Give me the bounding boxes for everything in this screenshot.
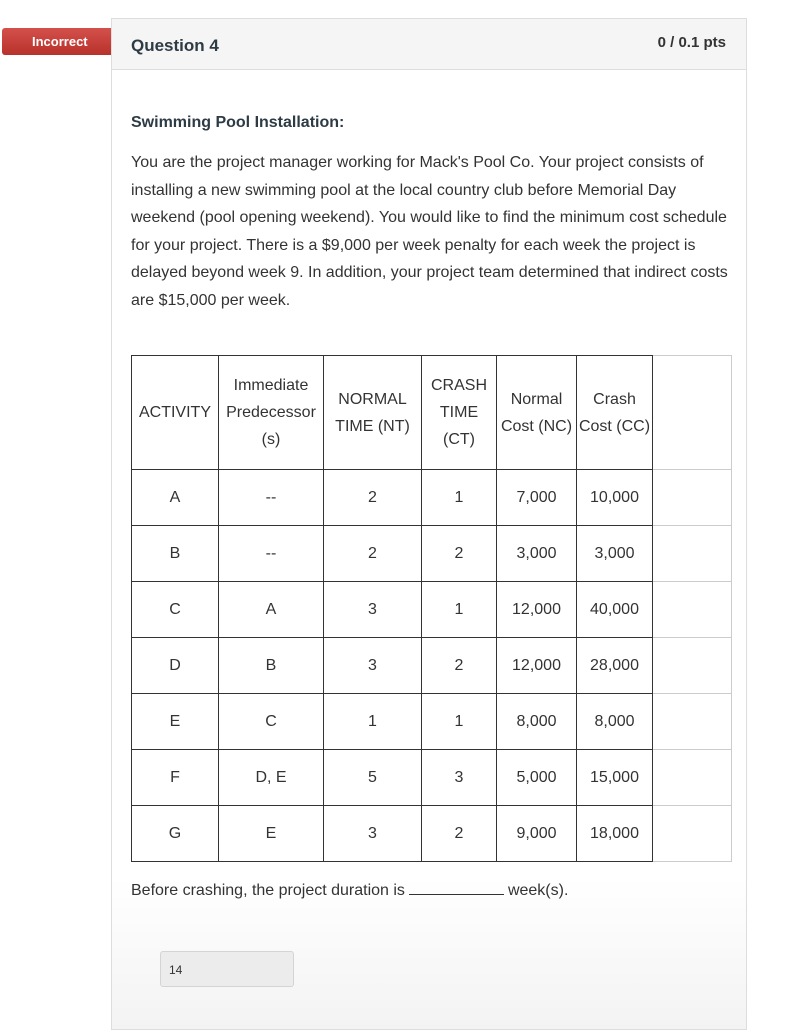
table-row [132,694,732,750]
empty-cell [653,638,732,694]
table-cell: 1 [422,582,497,638]
answer-field[interactable]: 14 [160,951,294,987]
empty-cell [653,806,732,862]
table-cell: 2 [422,806,497,862]
question-text: You are the project manager working for Mack's Pool Co. Your project consists of installing a new swimming pool at the local country club before Memorial Day weekend (pool opening weekend). You would like to find the minimum cost schedule for your project. There is a $9,000 per week penalty for each week the project is delayed beyond week 9. In addition, your project team determined that indirect costs are $15,000 per week. [131,154,728,309]
table-cell: 15,000 [577,750,653,806]
table-cell: E [219,806,324,862]
table-cell: 18,000 [577,806,653,862]
fill-in-prompt [131,882,568,900]
empty-cell [653,470,732,526]
table-cell: D [132,638,219,694]
blank-line [409,882,504,895]
table-cell: D, E [219,750,324,806]
table-row [132,526,732,582]
table-row [132,750,732,806]
table-cell: E [132,694,219,750]
table-cell: 3,000 [577,526,653,582]
table-cell: 10,000 [577,470,653,526]
table-cell: G [132,806,219,862]
table-cell: 5,000 [497,750,577,806]
activity-table [131,355,732,862]
table-cell: 1 [422,470,497,526]
table-cell: 5 [324,750,422,806]
table-cell: B [219,638,324,694]
table-cell: C [219,694,324,750]
table-cell: -- [219,526,324,582]
table-cell: 12,000 [497,582,577,638]
prompt-text-after: week(s). [507,882,569,899]
question-title: Question 4 [131,36,219,55]
table-cell: 7,000 [497,470,577,526]
empty-cell [653,694,732,750]
table-cell: 1 [422,694,497,750]
question-points: 0 / 0.1 pts [657,34,726,51]
question-card [111,18,747,1030]
table-cell: 12,000 [497,638,577,694]
column-header: NORMAL TIME (NT) [324,356,422,470]
column-header: Crash Cost (CC) [577,356,653,470]
empty-cell [653,582,732,638]
table-cell: F [132,750,219,806]
table-cell: 3 [324,638,422,694]
table-cell: 8,000 [577,694,653,750]
question-heading: Swimming Pool Installation: [131,114,345,131]
table-cell: -- [219,470,324,526]
table-cell: 3,000 [497,526,577,582]
column-header: Immediate Predecessor (s) [219,356,324,470]
column-header: CRASH TIME (CT) [422,356,497,470]
empty-cell [653,356,732,470]
table-cell: 3 [422,750,497,806]
table-cell: B [132,526,219,582]
column-header: Normal Cost (NC) [497,356,577,470]
incorrect-badge [2,28,114,55]
table-cell: 28,000 [577,638,653,694]
empty-cell [653,526,732,582]
table-cell: C [132,582,219,638]
table-row [132,638,732,694]
table-cell: A [132,470,219,526]
incorrect-badge-label: Incorrect [32,34,88,49]
question-header [112,19,746,70]
table-cell: 3 [324,806,422,862]
table-cell: A [219,582,324,638]
table-cell: 40,000 [577,582,653,638]
table-cell: 8,000 [497,694,577,750]
table-row [132,806,732,862]
table-row [132,470,732,526]
table-cell: 2 [422,638,497,694]
table-cell: 2 [324,470,422,526]
prompt-text-before: Before crashing, the project duration is [131,882,405,899]
table-cell: 1 [324,694,422,750]
table-cell: 3 [324,582,422,638]
column-header: ACTIVITY [132,356,219,470]
empty-cell [653,750,732,806]
table-cell: 9,000 [497,806,577,862]
table-row [132,582,732,638]
header-row [132,356,732,470]
table-cell: 2 [422,526,497,582]
table-cell: 2 [324,526,422,582]
